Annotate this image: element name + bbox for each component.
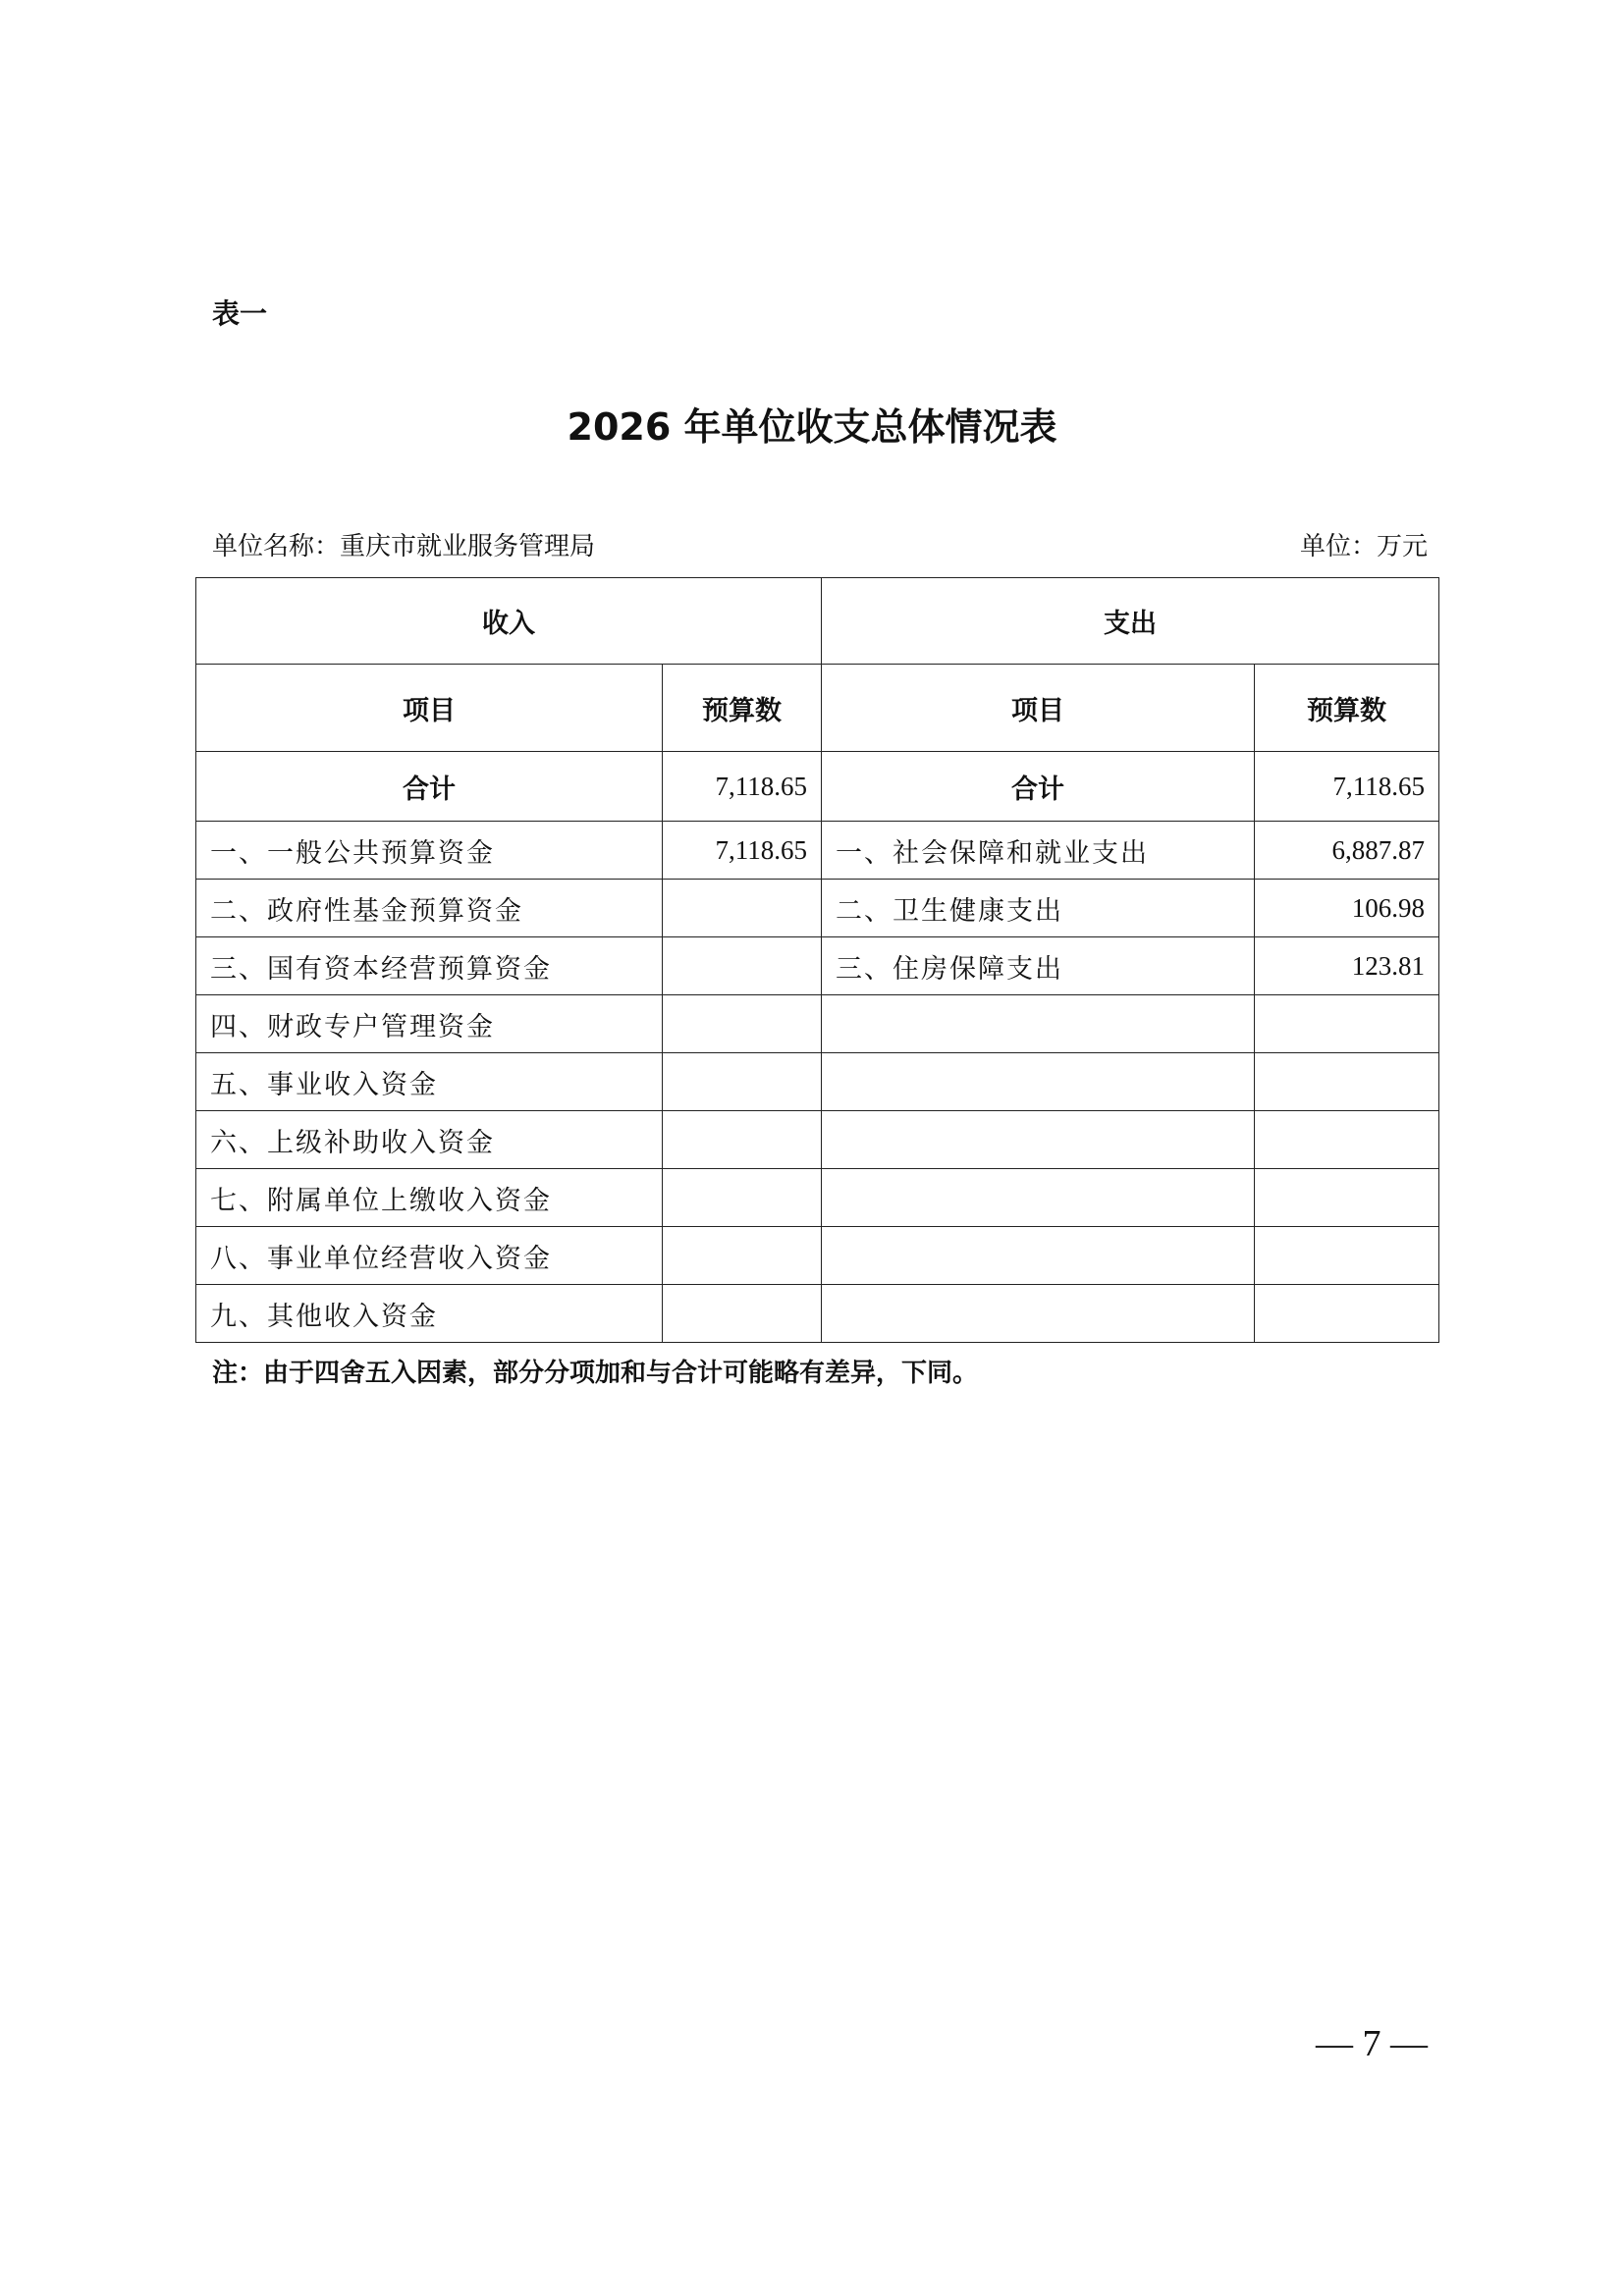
table-row [196,1169,1439,1227]
expense-item [822,1227,1255,1285]
expense-item: 二、卫生健康支出 [822,880,1255,937]
budget-table [195,577,1439,1343]
unit-of-measure: 单位：万元 [1299,532,1428,561]
expense-item [822,1053,1255,1111]
page-title: 2026 年单位收支总体情况表 [567,405,1057,449]
total-row [196,752,1439,822]
expense-budget-header: 预算数 [1255,665,1439,752]
footnote: 注：由于四舍五入因素，部分分项加和与合计可能略有差异，下同。 [212,1359,979,1388]
expense-value [1255,995,1439,1053]
expense-value [1255,1053,1439,1111]
income-value [663,1111,822,1169]
income-item: 八、事业单位经营收入资金 [196,1227,663,1285]
page-number: — 7 — [1316,2023,1428,2064]
expense-item [822,1111,1255,1169]
income-value [663,1169,822,1227]
group-header-row [196,578,1439,665]
expense-value: 106.98 [1255,880,1439,937]
income-item: 一、一般公共预算资金 [196,822,663,880]
income-value [663,937,822,995]
expense-value [1255,1169,1439,1227]
expense-item: 三、住房保障支出 [822,937,1255,995]
column-header-row [196,665,1439,752]
table-row [196,1111,1439,1169]
income-value [663,1053,822,1111]
expense-value [1255,1111,1439,1169]
table-row [196,1227,1439,1285]
income-header: 收入 [196,578,822,665]
income-value [663,880,822,937]
table-label: 表一 [212,297,268,330]
expense-item [822,995,1255,1053]
table-row [196,822,1439,880]
income-item: 九、其他收入资金 [196,1285,663,1343]
table-row [196,1053,1439,1111]
income-item: 五、事业收入资金 [196,1053,663,1111]
expense-value [1255,1285,1439,1343]
table-row [196,995,1439,1053]
expense-value [1255,1227,1439,1285]
table-row [196,880,1439,937]
income-value [663,1227,822,1285]
income-item: 七、附属单位上缴收入资金 [196,1169,663,1227]
expense-total-label: 合计 [822,752,1255,822]
income-total-label: 合计 [196,752,663,822]
item-rows [196,822,1439,1343]
income-item-header: 项目 [196,665,663,752]
table-row [196,1285,1439,1343]
expense-value: 6,887.87 [1255,822,1439,880]
income-total-value: 7,118.65 [663,752,822,822]
income-value: 7,118.65 [663,822,822,880]
expense-item [822,1285,1255,1343]
income-value [663,1285,822,1343]
income-item: 六、上级补助收入资金 [196,1111,663,1169]
expense-total-value: 7,118.65 [1255,752,1439,822]
expense-header: 支出 [822,578,1439,665]
income-value [663,995,822,1053]
table-row [196,937,1439,995]
income-budget-header: 预算数 [663,665,822,752]
income-item: 三、国有资本经营预算资金 [196,937,663,995]
unit-name: 单位名称：重庆市就业服务管理局 [212,532,596,561]
expense-item [822,1169,1255,1227]
expense-item-header: 项目 [822,665,1255,752]
expense-item: 一、社会保障和就业支出 [822,822,1255,880]
income-item: 四、财政专户管理资金 [196,995,663,1053]
income-item: 二、政府性基金预算资金 [196,880,663,937]
expense-value: 123.81 [1255,937,1439,995]
